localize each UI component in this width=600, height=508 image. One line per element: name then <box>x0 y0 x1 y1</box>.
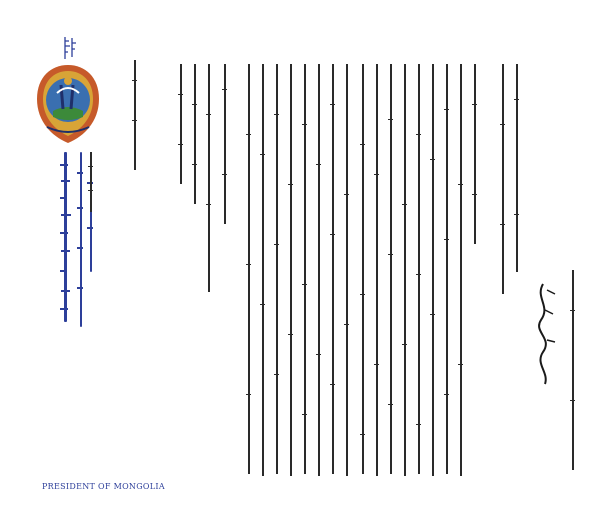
state-seal-icon <box>33 63 103 145</box>
footer-title: PRESIDENT OF MONGOLIA <box>42 482 165 491</box>
letterhead-corner-mark <box>62 35 78 61</box>
letterhead-title <box>30 152 105 328</box>
signature-icon <box>525 280 565 400</box>
